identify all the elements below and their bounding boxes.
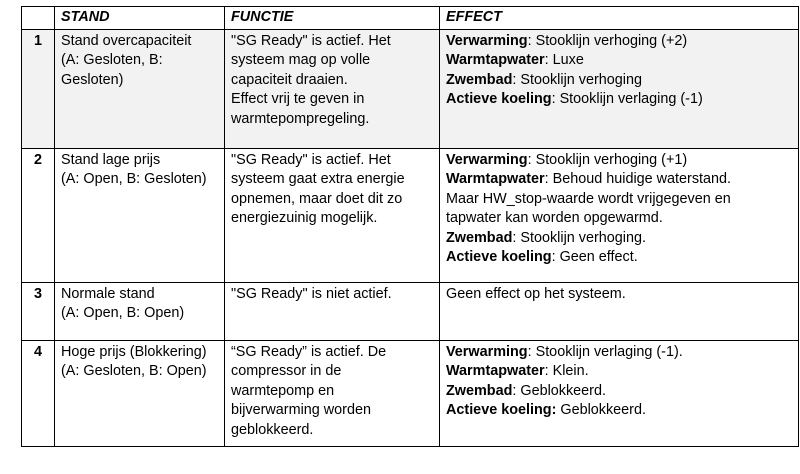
effect-text: Geblokkeerd. <box>556 402 646 418</box>
effect-text: : Stooklijn verhoging <box>512 71 642 88</box>
effect-line <box>446 401 792 421</box>
functie-line: geblokkeerd. <box>231 421 314 438</box>
header-row <box>22 7 799 30</box>
effect-text: : Stooklijn verlaging (-1) <box>551 91 703 107</box>
functie-line: systeem mag op volle <box>231 52 371 68</box>
effect-line <box>446 71 792 91</box>
effect-line <box>446 170 792 190</box>
header-effect: EFFECT <box>440 7 799 30</box>
effect-line <box>446 190 792 210</box>
header-stand: STAND <box>55 7 225 30</box>
effect-line <box>446 362 792 382</box>
table-row <box>22 340 799 446</box>
effect-label: Verwarming <box>446 32 528 49</box>
effect-line <box>446 32 792 52</box>
effect-cell <box>440 148 799 282</box>
effect-text: : Stooklijn verhoging (+1) <box>527 151 688 168</box>
effect-label: Warmtapwater <box>446 52 545 68</box>
functie-line: "SG Ready" is actief. Het <box>231 32 391 49</box>
row-number: 4 <box>22 340 55 446</box>
stand-line: Stand lage prijs <box>61 151 161 168</box>
functie-line: opnemen, maar doet dit zo <box>231 190 403 207</box>
functie-line: warmtepomp en <box>231 382 335 399</box>
effect-label: Actieve koeling <box>446 91 552 107</box>
functie-line: capaciteit draaien. <box>231 71 348 88</box>
stand-cell <box>55 340 225 446</box>
effect-text: : Stooklijn verlaging (-1). <box>527 343 683 360</box>
stand-line: (A: Open, B: Gesloten) <box>61 171 207 187</box>
effect-line <box>446 382 792 402</box>
effect-text: tapwater kan worden opgewarmd. <box>446 210 663 226</box>
table-row <box>22 148 799 282</box>
effect-text: Geen effect op het systeem. <box>446 285 626 302</box>
row-number: 3 <box>22 282 55 340</box>
effect-label: Warmtapwater <box>446 171 545 187</box>
stand-cell <box>55 29 225 148</box>
header-functie: FUNCTIE <box>225 7 440 30</box>
effect-cell <box>440 340 799 446</box>
stand-line: (A: Open, B: Open) <box>61 305 185 321</box>
stand-line: Gesloten) <box>61 71 124 88</box>
effect-label: Actieve koeling: <box>446 402 557 418</box>
functie-cell <box>225 282 440 340</box>
stand-line: (A: Gesloten, B: <box>61 52 163 68</box>
effect-label: Actieve koeling <box>446 249 552 265</box>
header-num <box>22 7 55 30</box>
effect-line <box>446 151 792 171</box>
stand-line: Normale stand <box>61 285 155 302</box>
effect-text: : Klein. <box>544 363 589 379</box>
effect-line <box>446 229 792 249</box>
functie-cell <box>225 29 440 148</box>
effect-line <box>446 90 792 110</box>
effect-line <box>446 285 792 305</box>
effect-label: Zwembad <box>446 71 513 88</box>
stand-line: Hoge prijs (Blokkering) <box>61 343 207 360</box>
effect-text: : Behoud huidige waterstand. <box>544 171 732 187</box>
stand-line: (A: Gesloten, B: Open) <box>61 363 207 379</box>
effect-line <box>446 248 792 268</box>
table-row <box>22 282 799 340</box>
effect-text: Maar HW_stop-waarde wordt vrijgegeven en <box>446 190 731 207</box>
effect-line <box>446 343 792 363</box>
functie-line: "SG Ready" is niet actief. <box>231 285 392 302</box>
stand-line: Stand overcapaciteit <box>61 32 192 49</box>
effect-cell <box>440 29 799 148</box>
effect-text: : Luxe <box>544 52 584 68</box>
stand-cell <box>55 148 225 282</box>
effect-text: : Stooklijn verhoging. <box>512 229 646 246</box>
stand-cell <box>55 282 225 340</box>
functie-line: "SG Ready" is actief. Het <box>231 151 391 168</box>
functie-line: “SG Ready” is actief. De <box>231 343 387 360</box>
effect-text: : Geblokkeerd. <box>512 382 606 399</box>
effect-label: Verwarming <box>446 343 528 360</box>
effect-cell <box>440 282 799 340</box>
effect-label: Warmtapwater <box>446 363 545 379</box>
effect-label: Verwarming <box>446 151 528 168</box>
effect-line <box>446 51 792 71</box>
functie-line: warmtepompregeling. <box>231 110 370 127</box>
effect-text: : Stooklijn verhoging (+2) <box>527 32 688 49</box>
effect-line <box>446 209 792 229</box>
functie-cell <box>225 340 440 446</box>
functie-line: Effect vrij te geven in <box>231 91 365 107</box>
functie-line: energiezuinig mogelijk. <box>231 210 378 226</box>
table-row <box>22 29 799 148</box>
effect-label: Zwembad <box>446 229 513 246</box>
row-number: 2 <box>22 148 55 282</box>
functie-line: compressor in de <box>231 363 342 379</box>
functie-line: bijverwarming worden <box>231 402 371 418</box>
effect-label: Zwembad <box>446 382 513 399</box>
functie-cell <box>225 148 440 282</box>
effect-text: : Geen effect. <box>551 249 638 265</box>
row-number: 1 <box>22 29 55 148</box>
functie-line: systeem gaat extra energie <box>231 171 405 187</box>
sg-ready-table <box>21 6 799 447</box>
